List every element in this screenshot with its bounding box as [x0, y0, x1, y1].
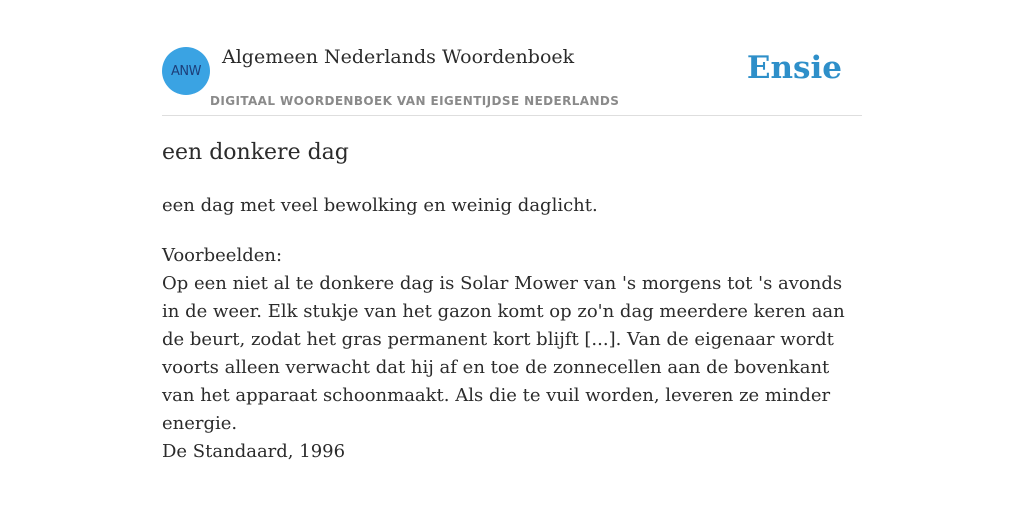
example-source: De Standaard, 1996 [162, 441, 346, 462]
examples-label: Voorbeelden: [162, 245, 283, 266]
site-header [162, 0, 862, 116]
site-title[interactable]: Algemeen Nederlands Woordenboek [222, 46, 575, 68]
examples-section [162, 242, 862, 466]
anw-logo[interactable] [162, 47, 210, 95]
example-text: Op een niet al te donkere dag is Solar Mower van 's morgens tot 's avonds in de weer. Elk stukje van het gazon komt op zo'n dag meerdere keren aan de beurt, zodat het gras permanent kort blijft [...]. Van de eigenaar wordt voorts alleen verwacht dat hij af en toe de zonnecellen aan de bovenkant van het apparaat schoonmaakt. Als die te vuil worden, leveren ze minder energie. [162, 273, 845, 434]
anw-logo-text: ANW [171, 63, 201, 79]
site-subtitle: DIGITAAL WOORDENBOEK VAN EIGENTIJDSE NEDERLANDS [210, 94, 620, 108]
ensie-brand-logo[interactable]: Ensie [746, 50, 842, 86]
entry-definition: een dag met veel bewolking en weinig daglicht. [162, 195, 598, 216]
entry-title: een donkere dag [162, 140, 349, 165]
